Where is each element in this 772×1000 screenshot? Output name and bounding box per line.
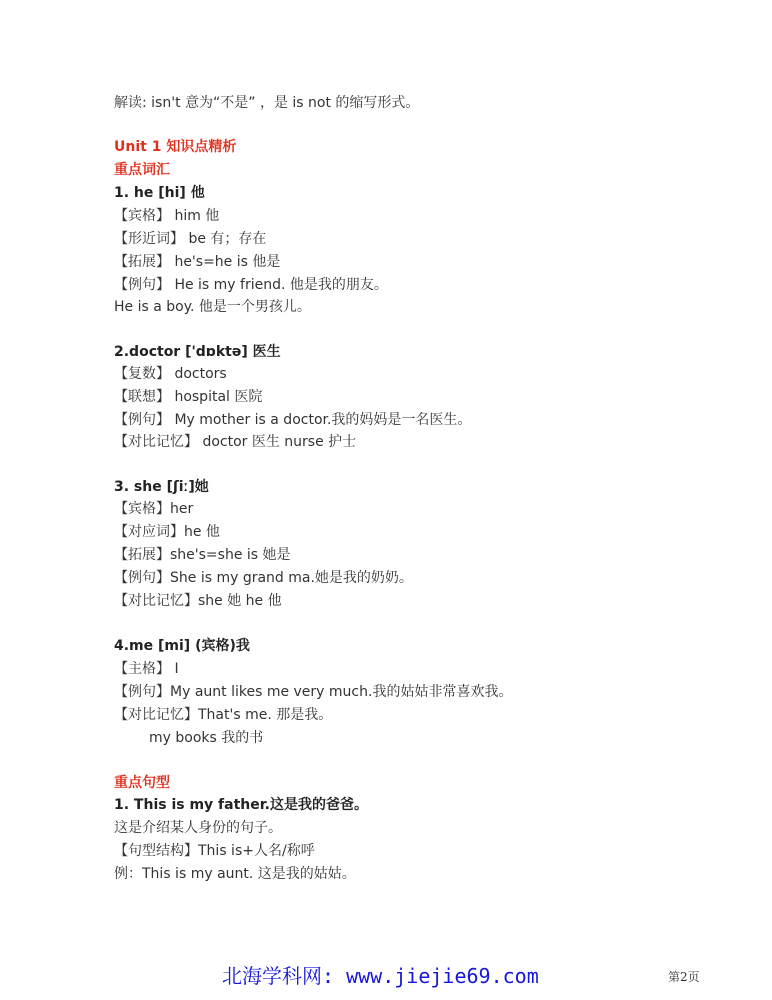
word-2-line: 【联想】 hospital 医院 [114,389,263,405]
vocab-heading: 重点词汇 [114,162,170,178]
word-3-line: 【例句】She is my grand ma.她是我的奶奶。 [114,570,413,586]
footer-link[interactable]: 北海学科网: www.jiejie69.com [222,964,539,988]
word-1-line: He is a boy. 他是一个男孩儿。 [114,299,311,315]
word-2-line: 【复数】 doctors [114,366,227,382]
word-4-heading: 4.me [mi] (宾格)我 [114,638,250,654]
word-3-line: 【对比记忆】she 她 he 他 [114,593,282,609]
word-1-line: 【拓展】 he's=he is 他是 [114,254,281,270]
unit-title: Unit 1 知识点精析 [114,139,237,155]
word-1-line: 【形近词】 be 有；存在 [114,231,267,247]
word-4-line: 【主格】 I [114,661,179,677]
sentence-heading: 重点句型 [114,775,170,791]
word-2-heading: 2.doctor ['dɒktə] 医生 [114,344,281,360]
word-1-heading: 1. he [hi] 他 [114,185,205,201]
word-2-line: 【例句】 My mother is a doctor.我的妈妈是一名医生。 [114,412,472,428]
word-3-line: 【拓展】she's=she is 她是 [114,547,291,563]
intro-line: 解读: isn't 意为“不是” ，是 is not 的缩写形式。 [114,95,420,111]
sentence-1-line: 例：This is my aunt. 这是我的姑姑。 [114,866,356,882]
word-3-heading: 3. she [ʃiː]她 [114,479,209,495]
word-2-line: 【对比记忆】 doctor 医生 nurse 护士 [114,434,357,450]
word-4-line: 【例句】My aunt likes me very much.我的姑姑非常喜欢我。 [114,684,513,700]
sentence-1-line: 这是介绍某人身份的句子。 [114,820,282,836]
sentence-1-heading: 1. This is my father.这是我的爸爸。 [114,797,368,813]
word-1-line: 【例句】 He is my friend. 他是我的朋友。 [114,277,388,293]
word-1-line: 【宾格】 him 他 [114,208,220,224]
word-4-line: my books 我的书 [149,730,264,746]
word-4-line: 【对比记忆】That's me. 那是我。 [114,707,333,723]
word-3-line: 【对应词】he 他 [114,524,220,540]
sentence-1-line: 【句型结构】This is+人名/称呼 [114,843,315,859]
word-3-line: 【宾格】her [114,501,194,517]
page-number: 第2页 [668,970,700,984]
